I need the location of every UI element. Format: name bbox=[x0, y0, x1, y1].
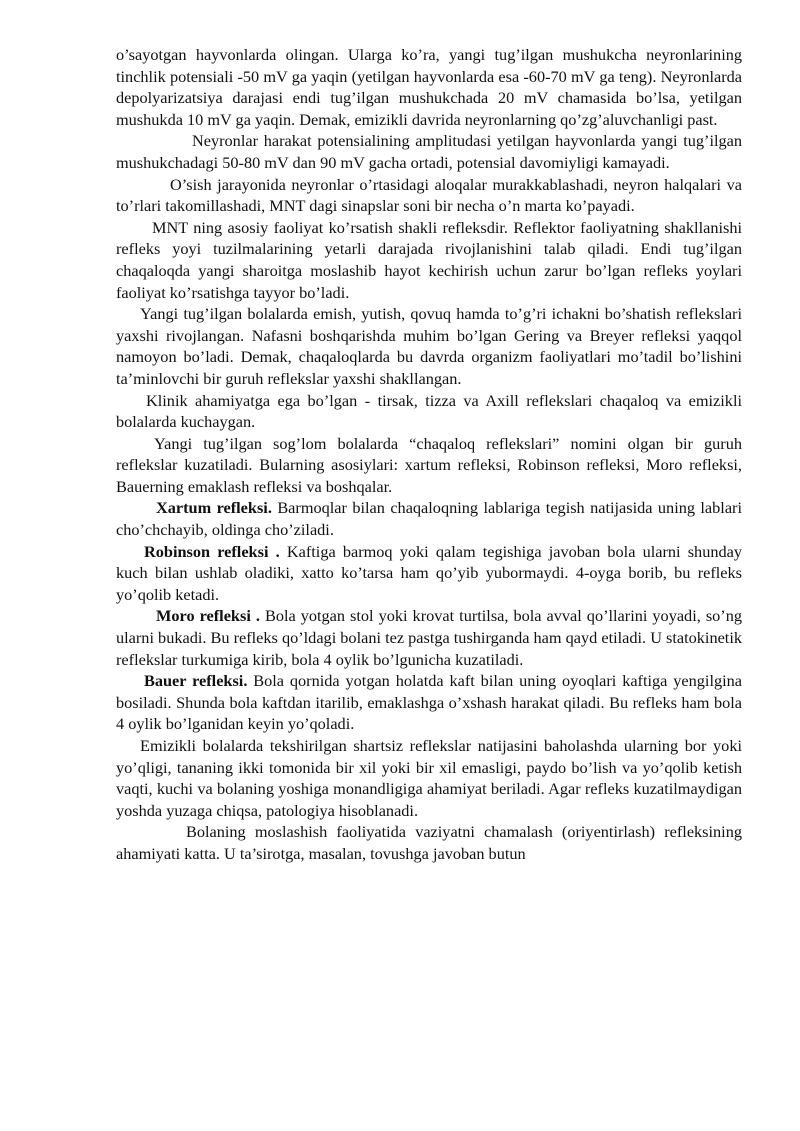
paragraph-growth: O’sish jarayonida neyronlar o’rtasidagi aloqalar murakkablashadi, neyron halqalari va to’rlari takomillashadi, MNT dagi sinapslar soni bir necha o’n marta ko’payadi. bbox=[116, 174, 742, 216]
paragraph-newborn-reflexes: Yangi tug’ilgan bolalarda emish, yutish, qovuq hamda to’g’ri ichakni bo’shatish reflekslari yaxshi rivojlangan. Nafasni boshqarishda muhim bo’lgan Gering va Breyer refleksi yaqqol namoyon bo’ladi. Demak, chaqaloqlarda bu davrda organizm faoliyatlari mo’tadil bo’lishini ta’minlovchi bir guruh reflekslar yaxshi shakllangan. bbox=[116, 304, 742, 388]
paragraph-action-potential: Neyronlar harakat potensialining amplitudasi yetilgan hayvonlarda yangi tug’ilgan mushukchadagi 50-80 mV dan 90 mV gacha ortadi, potensial davomiyligi kamayadi. bbox=[116, 131, 742, 172]
paragraph-clinical-reflexes: Klinik ahamiyatga ega bo’lgan - tirsak, tizza va Axill reflekslari chaqaloq va emizikli bolalarda kuchaygan. bbox=[116, 390, 742, 432]
xartum-reflex-text: Barmoqlar bilan chaqaloqning lablariga tegish natijasida uning lablari cho’chchayib, oldinga cho’ziladi. bbox=[116, 498, 742, 540]
paragraph-bauer-reflex bbox=[116, 670, 742, 735]
paragraph-xartum-reflex bbox=[116, 497, 742, 540]
paragraph-reflex-activity: MNT ning asosiy faoliyat ko’rsatish shakli refleksdir. Reflektor faoliyatning shakllanishi refleks yoyi tuzilmalarining yetarli darajada rivojlanishini talab qiladi. Endi tug’ilgan chaqaloqda yangi sharoitga moslashib hayot kechirish uchun zarur bo’lgan refleks yoylari faoliyat ko’rsatishga tayyor bo’ladi. bbox=[116, 217, 742, 302]
bauer-reflex-heading: Bauer refleksi. bbox=[144, 671, 248, 691]
moro-reflex-heading: Moro refleksi . bbox=[156, 606, 260, 626]
paragraph-infant-reflexes: Yangi tug’ilgan sog’lom bolalarda “chaqaloq reflekslari” nomini olgan bir guruh reflekslar kuzatiladi. Bularning asosiylari: xartum refleksi, Robinson refleksi, Moro refleksi, Bauerning emaklash refleksi va boshqalar. bbox=[116, 433, 742, 496]
paragraph-robinson-reflex bbox=[116, 541, 742, 606]
paragraph-potential: o’sayotgan hayvonlarda olingan. Ularga ko’ra, yangi tug’ilgan mushukcha neyronlarining tinchlik potensiali -50 mV ga yaqin (yetilgan hayvonlarda esa -60-70 mV ga teng). Neyronlarda depolyarizatsiya darajasi endi tug’ilgan mushukchada 20 mV chamasida bo’lsa, yetilgan mushukda 10 mV ga yaqin. Demak, emizikli davrida neyronlarning qo’zg’aluvchanligi past. bbox=[116, 45, 742, 129]
document-body bbox=[116, 44, 742, 865]
robinson-reflex-heading: Robinson refleksi . bbox=[144, 541, 280, 561]
paragraph-moro-reflex bbox=[116, 605, 742, 670]
bauer-reflex-text: Bola qornida yotgan holatda kaft bilan uning oyoqlari kaftiga yengilgina bosiladi. Shunda bola kaftdan itarilib, emaklashga o’xshash harakat qiladi. Bu refleks ham bola 4 oylik bo’lganidan keyin yo’qoladi. bbox=[116, 671, 742, 734]
moro-reflex-text: Bola yotgan stol yoki krovat turtilsa, bola avval qo’llarini yoyadi, so’ng ularni bukadi. Bu refleks qo’ldagi bolani tez pastga tushirganda ham qayd etiladi. U statokinetik reflekslar turkumiga kirib, bola 4 oylik bo’lgunicha kuzatiladi. bbox=[116, 606, 742, 669]
paragraph-orientation-reflex: Bolaning moslashish faoliyatida vaziyatni chamalash (oriyentirlash) refleksining ahamiyati katta. U ta’sirotga, masalan, tovushga javoban butun bbox=[116, 822, 742, 863]
xartum-reflex-heading: Xartum refleksi. bbox=[156, 498, 272, 518]
robinson-reflex-text: Kaftiga barmoq yoki qalam tegishiga javoban bola ularni shunday kuch bilan ushlab oladiki, xatto ko’tarsa ham qo’yib yubormaydi. 4-oyga borib, bu refleks yo’qolib ketadi. bbox=[116, 541, 742, 604]
paragraph-reflex-evaluation: Emizikli bolalarda tekshirilgan shartsiz reflekslar natijasini baholashda ularning bor yoki yo’qligi, tananing ikki tomonida bir xil yoki bir xil emasligi, paydo bo’lish va yo’qolib ketish vaqti, kuchi va bolaning yoshiga monandligiga ahamiyat beriladi. Agar refleks kuzatilmaydigan yoshda yuzaga chiqsa, patologiya hisoblanadi. bbox=[116, 736, 742, 820]
